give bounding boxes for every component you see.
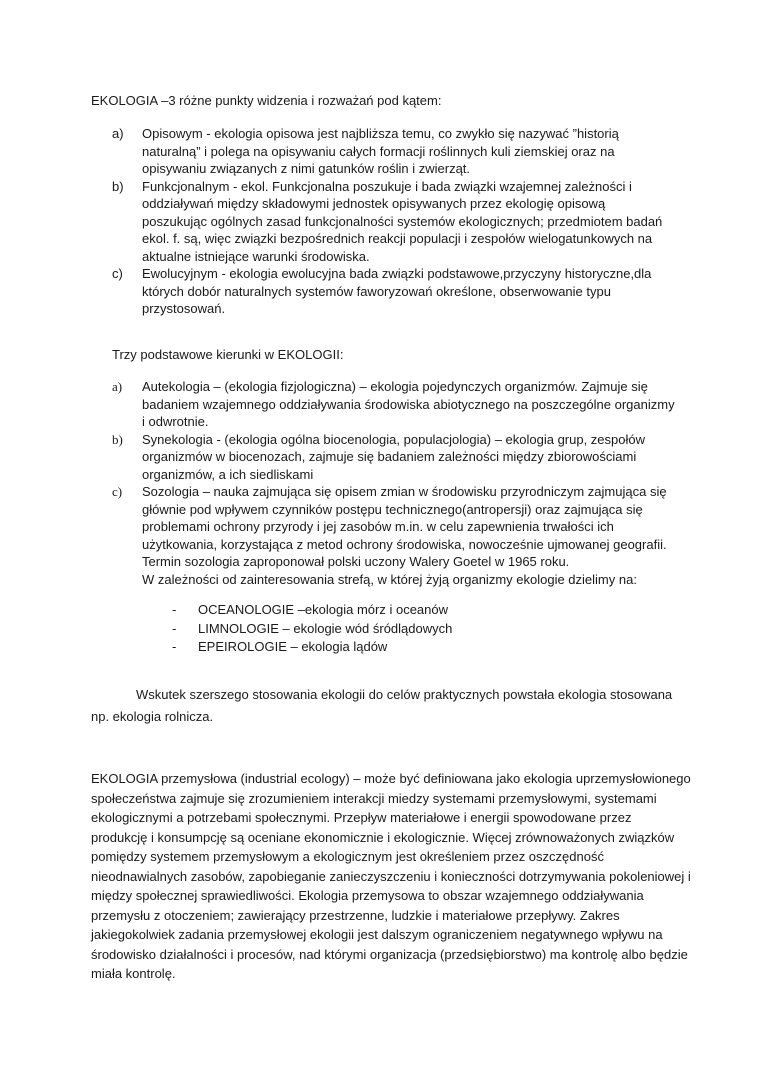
list-item-text: EPEIROLOGIE – ekologia lądów [198, 639, 388, 654]
list-marker: a) [112, 379, 123, 394]
zones-list [172, 601, 452, 657]
viewpoints-list [112, 125, 672, 318]
list-item-text: Sozologia – nauka zajmująca się opisem zmian w środowisku przyrodniczym zajmująca się głównie pod wpływem czynników postępu technicznego(antropersji) oraz zajmująca się problemami ochrony przyrody i jej zasobów m.in. w celu zapewnienia trwałości ich użytkowania, korzystająca z metod ochrony środowiska, nowocześnie ujmowanej geografii. Termin sozologia zaproponował polski uczony Walery Goetel w 1965 roku. [142, 484, 667, 569]
list-marker: a) [112, 126, 124, 141]
list-item [112, 265, 672, 318]
list-item-text: OCEANOLOGIE –ekologia mórz i oceanów [198, 602, 448, 617]
list-item-text: Synekologia - (ekologia ogólna biocenologia, populacjologia) – ekologia grup, zespołów organizmów w biocenozach, zajmuje się badaniem zależności między zbiorowościami organizmów, a ich siedliskami [142, 431, 646, 482]
list-item-extra-text: W zależności od zainteresowania strefą, w której żyją organizmy ekologie dzielimy na: [142, 571, 637, 587]
list-item-text: Autekologia – (ekologia fizjologiczna) – ekologia pojedynczych organizmów. Zajmuje się badaniem wzajemnego oddziaływania środowiska abiotycznego na poszczególne organizmy i odwrotnie. [142, 379, 675, 429]
list-item-text: Ewolucyjnym - ekologia ewolucyjna bada związki podstawowe,przyczyny historyczne,dla których dobór naturalnych systemów faworyzowań określone, obserwowanie typu przystosowań. [142, 266, 652, 316]
section-subheading: Trzy podstawowe kierunki w EKOLOGII: [112, 347, 344, 362]
list-item [172, 638, 452, 657]
dash-marker: - [172, 639, 177, 654]
document-heading: EKOLOGIA –3 różne punkty widzenia i rozważań pod kątem: [91, 93, 442, 108]
list-item [112, 483, 677, 588]
list-marker: b) [112, 431, 123, 447]
list-marker: c) [112, 484, 123, 499]
industrial-ecology-paragraph: EKOLOGIA przemysłowa (industrial ecology) – może być definiowana jako ekologia uprzemysłowionego społeczeństwa zajmuje się zrozumieniem interakcji miedzy systemami przemysłowymi, systemami ekologicznymi a potrzebami społecznymi. Przepływ materiałowe i energii spowodowane przez produkcję i konsumpcję są oceniane ekonomicznie i ekologicznie. Więcej zrównoważonych związków pomiędzy systemem przemysłowym a ekologicznym jest określeniem przez oszczędność nieodnawialnych zasobów, zapobieganie zanieczyszczeniu i konieczności dotrzymywania pokoleniowej i między społecznej sprawiedliwości. Ekologia przemysowa to obszar wzajemnego oddziaływania przemysłu z otoczeniem; zawierający przestrzenne, ludzkie i materiałowe przepływy. Zakres jakiegokolwiek zadania przemysłowej ekologii jest dalszym ograniczeniem negatywnego wpływu na środowisko działalności i procesów, nad którymi organizacja (przedsiębiorstwo) ma kontrolę albo będzie miała kontrolę. [91, 771, 691, 981]
list-item [172, 620, 452, 639]
directions-list [112, 378, 677, 588]
list-item-text: Opisowym - ekologia opisowa jest najbliższa temu, co zwykło się nazywać ”historią naturalną” i polega na opisywaniu całych formacji roślinnych kuli ziemskiej oraz na opisywaniu związanych z nimi gatunków roślin i zwierząt. [142, 126, 619, 176]
list-marker: b) [112, 178, 124, 194]
applied-ecology-paragraph: Wskutek szerszego stosowania ekologii do celów praktycznych powstała ekologia stosowana np. ekologia rolnicza. [91, 687, 673, 724]
list-item [112, 378, 677, 431]
list-item-text: LIMNOLOGIE – ekologie wód śródlądowych [198, 620, 453, 636]
list-marker: c) [112, 266, 123, 281]
list-item [112, 431, 677, 484]
dash-marker: - [172, 620, 177, 636]
list-item-text: Funkcjonalnym - ekol. Funkcjonalna poszukuje i bada związki wzajemnej zależności i oddziaływań między składowymi jednostek opisywanych przez ekologię opisową poszukując ogólnych zasad funkcjonalności systemów ekologicznych; przedmiotem badań ekol. f. są, więc związki bezpośrednich reakcji populacji i zespołów wielogatunkowych na aktualne istniejące warunki środowiska. [142, 178, 663, 264]
list-item [112, 125, 672, 178]
list-item [112, 178, 672, 266]
list-item [172, 601, 452, 620]
dash-marker: - [172, 602, 177, 617]
